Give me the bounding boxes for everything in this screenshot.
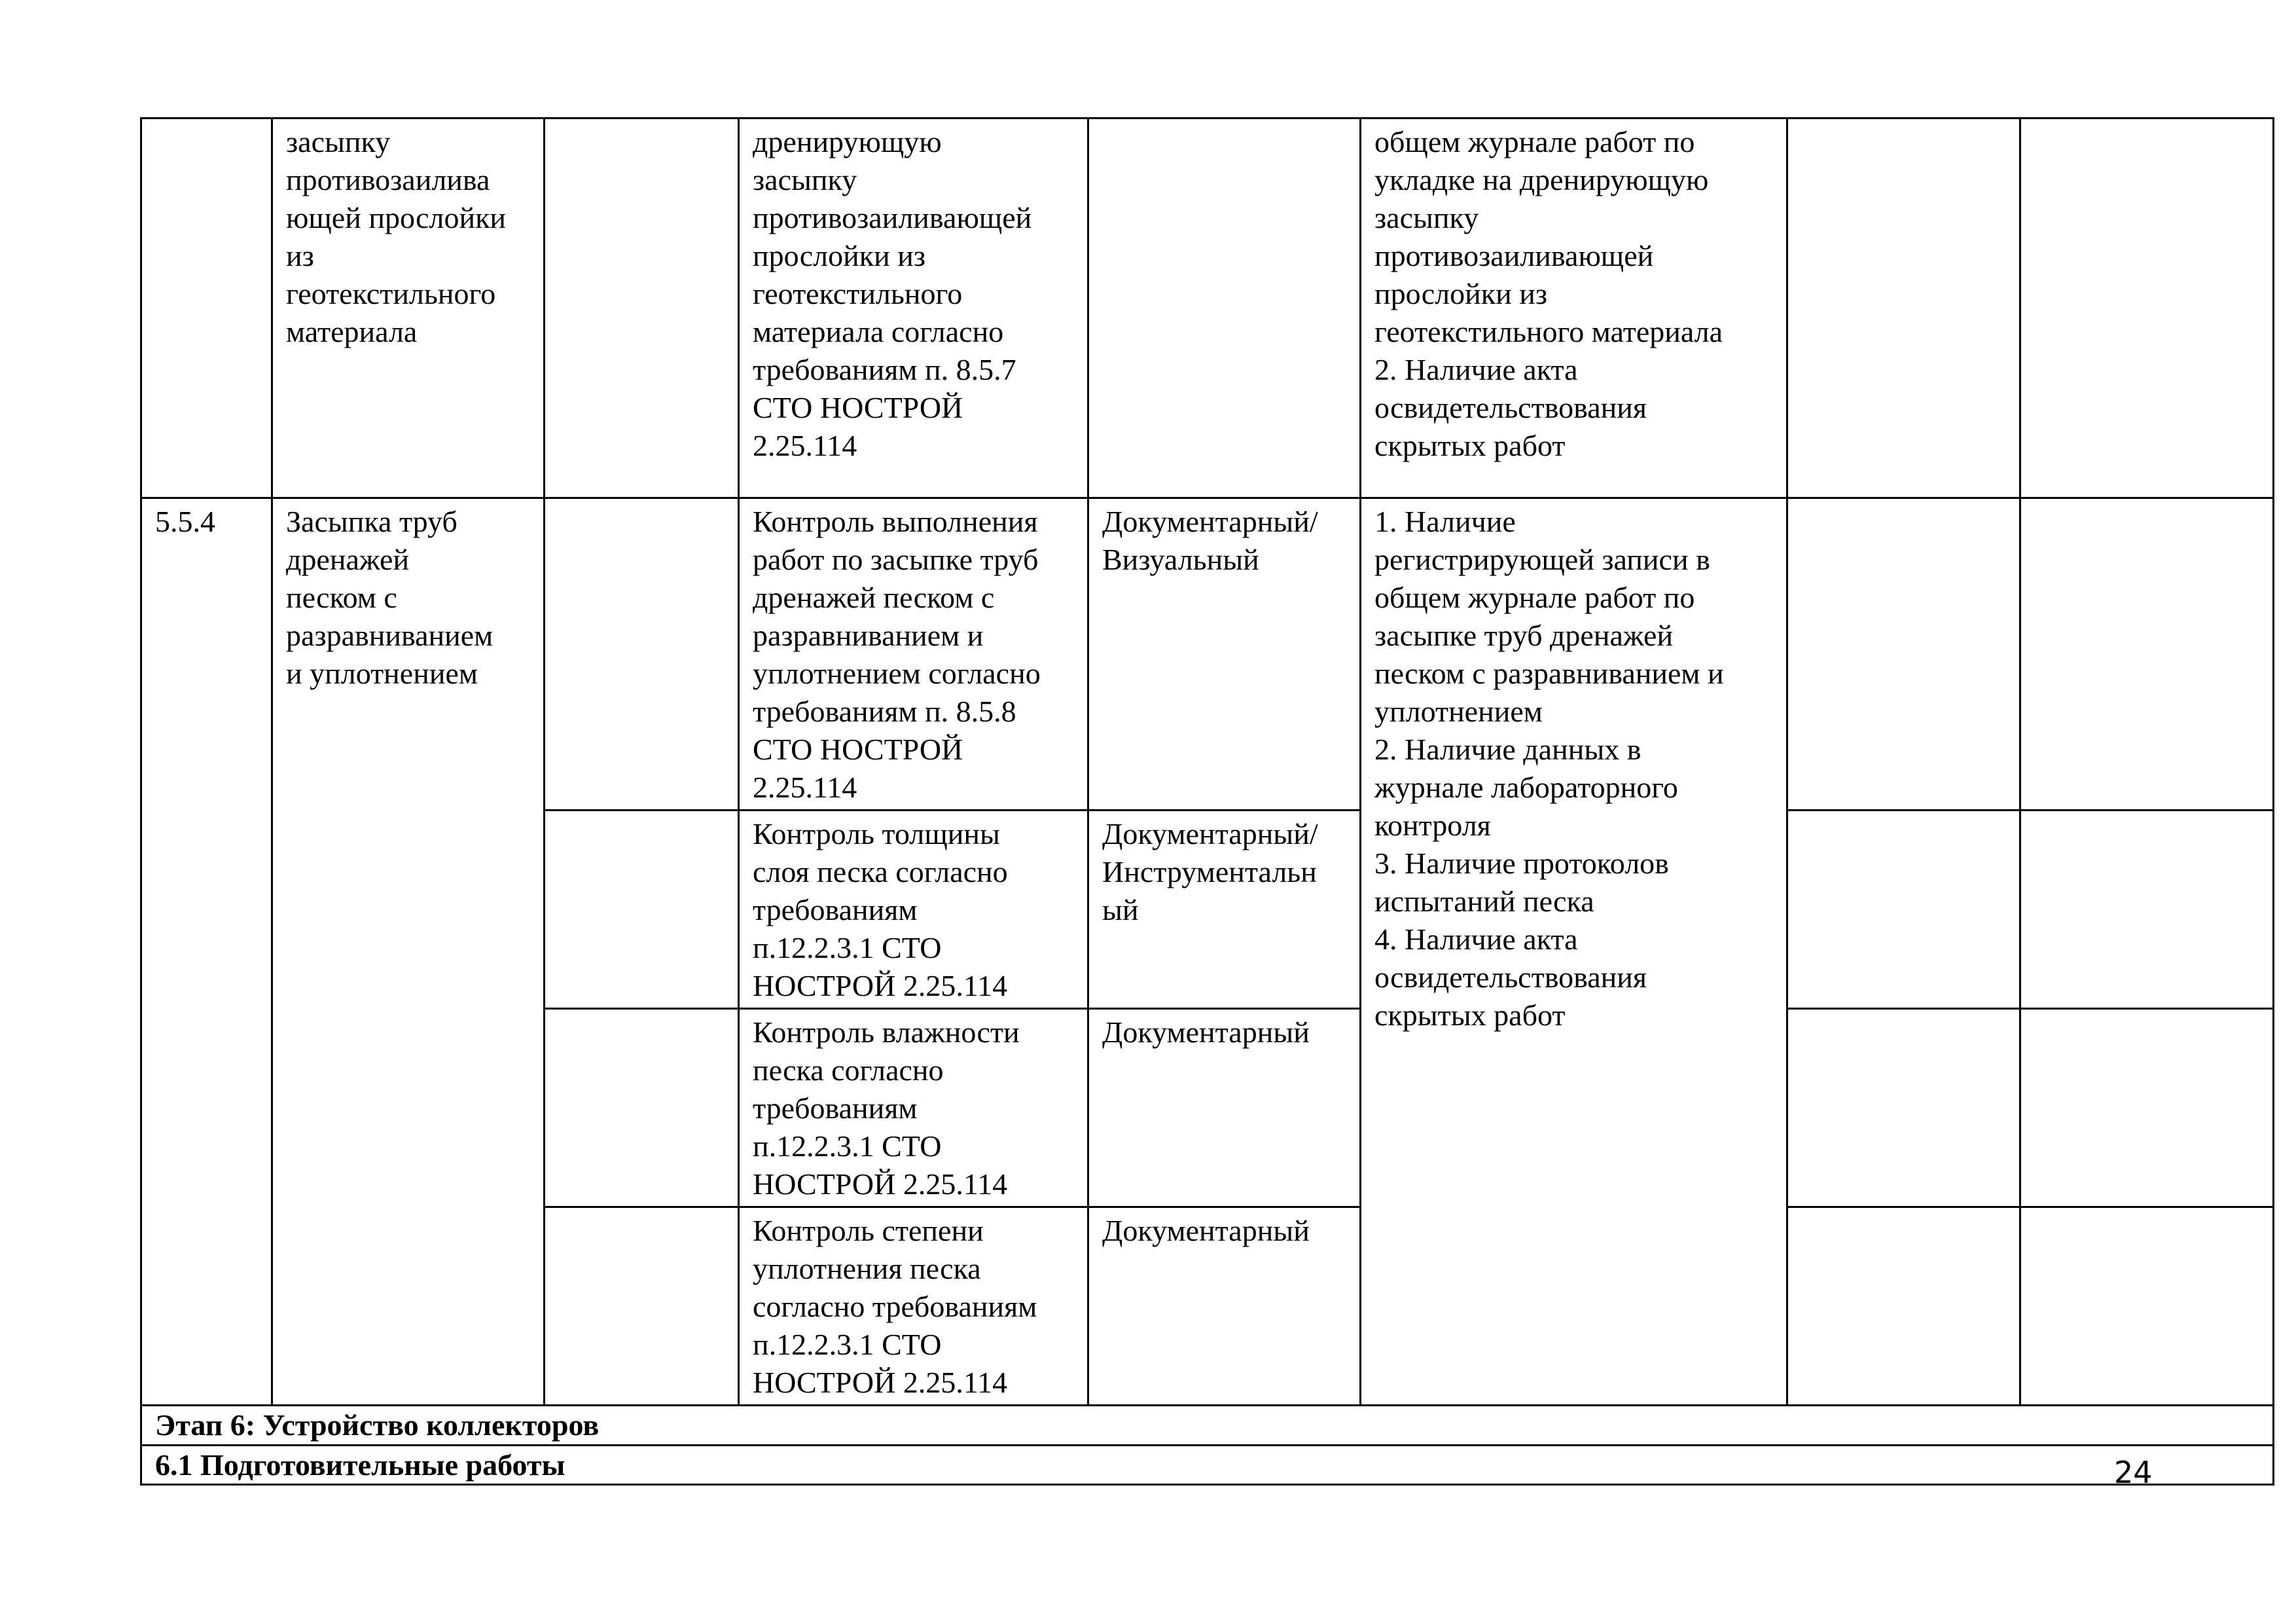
- control-operation-cell: Контроль толщины слоя песка согласно требованиям п.12.2.3.1 СТО НОСТРОЙ 2.25.114: [739, 811, 1088, 1009]
- item-number-cell: [141, 119, 272, 498]
- control-method-cell: Документарный/ Визуальный: [1088, 498, 1361, 811]
- control-operation-cell: дренирующую засыпку противозаиливающей прослойки из геотекстильного материала согласно требованиям п. 8.5.7 СТО НОСТРОЙ 2.25.114: [739, 119, 1088, 498]
- documentation-cell: общем журнале работ по укладке на дренирующую засыпку противозаиливающей прослойки из геотекстильного материала 2. Наличие акта освидетельствования скрытых работ: [1361, 119, 1787, 498]
- control-operation-cell: Контроль влажности песка согласно требованиям п.12.2.3.1 СТО НОСТРОЙ 2.25.114: [739, 1009, 1088, 1207]
- blank-cell: [545, 1207, 739, 1406]
- section-heading: 6.1 Подготовительные работы: [141, 1446, 2274, 1485]
- work-name-cell: Засыпка труб дренажей песком с разравниванием и уплотнением: [272, 498, 545, 1406]
- blank-cell: [2020, 498, 2274, 811]
- blank-cell: [545, 811, 739, 1009]
- blank-cell: [2020, 119, 2274, 498]
- blank-cell: [2020, 1009, 2274, 1207]
- table-row: [141, 119, 2274, 498]
- blank-cell: [545, 498, 739, 811]
- control-method-cell: Документарный: [1088, 1009, 1361, 1207]
- control-table: [140, 117, 2274, 1486]
- table-row: [141, 498, 2274, 811]
- control-operation-cell: Контроль выполнения работ по засыпке труб дренажей песком с разравниванием и уплотнением согласно требованиям п. 8.5.8 СТО НОСТРОЙ 2.25.114: [739, 498, 1088, 811]
- stage-heading: Этап 6: Устройство коллекторов: [141, 1406, 2274, 1446]
- control-operation-cell: Контроль степени уплотнения песка согласно требованиям п.12.2.3.1 СТО НОСТРОЙ 2.25.114: [739, 1207, 1088, 1406]
- documentation-cell: 1. Наличие регистрирующей записи в общем журнале работ по засыпке труб дренажей песком с разравниванием и уплотнением 2. Наличие данных в журнале лабораторного контроля 3. Наличие протоколов испытаний песка 4. Наличие акта освидетельствования скрытых работ: [1361, 498, 1787, 1406]
- item-number-cell: 5.5.4: [141, 498, 272, 1406]
- blank-cell: [1787, 811, 2020, 1009]
- control-method-cell: Документарный: [1088, 1207, 1361, 1406]
- work-name-cell: засыпку противозаилива ющей прослойки из геотекстильного материала: [272, 119, 545, 498]
- control-method-cell: Документарный/ Инструментальн ый: [1088, 811, 1361, 1009]
- stage-heading-row: [141, 1406, 2274, 1446]
- section-heading-row: [141, 1446, 2274, 1485]
- control-method-cell: [1088, 119, 1361, 498]
- blank-cell: [545, 1009, 739, 1207]
- blank-cell: [2020, 811, 2274, 1009]
- blank-cell: [1787, 1009, 2020, 1207]
- blank-cell: [2020, 1207, 2274, 1406]
- blank-cell: [1787, 1207, 2020, 1406]
- blank-cell: [1787, 498, 2020, 811]
- page-number: 24: [2114, 1455, 2153, 1490]
- blank-cell: [1787, 119, 2020, 498]
- blank-cell: [545, 119, 739, 498]
